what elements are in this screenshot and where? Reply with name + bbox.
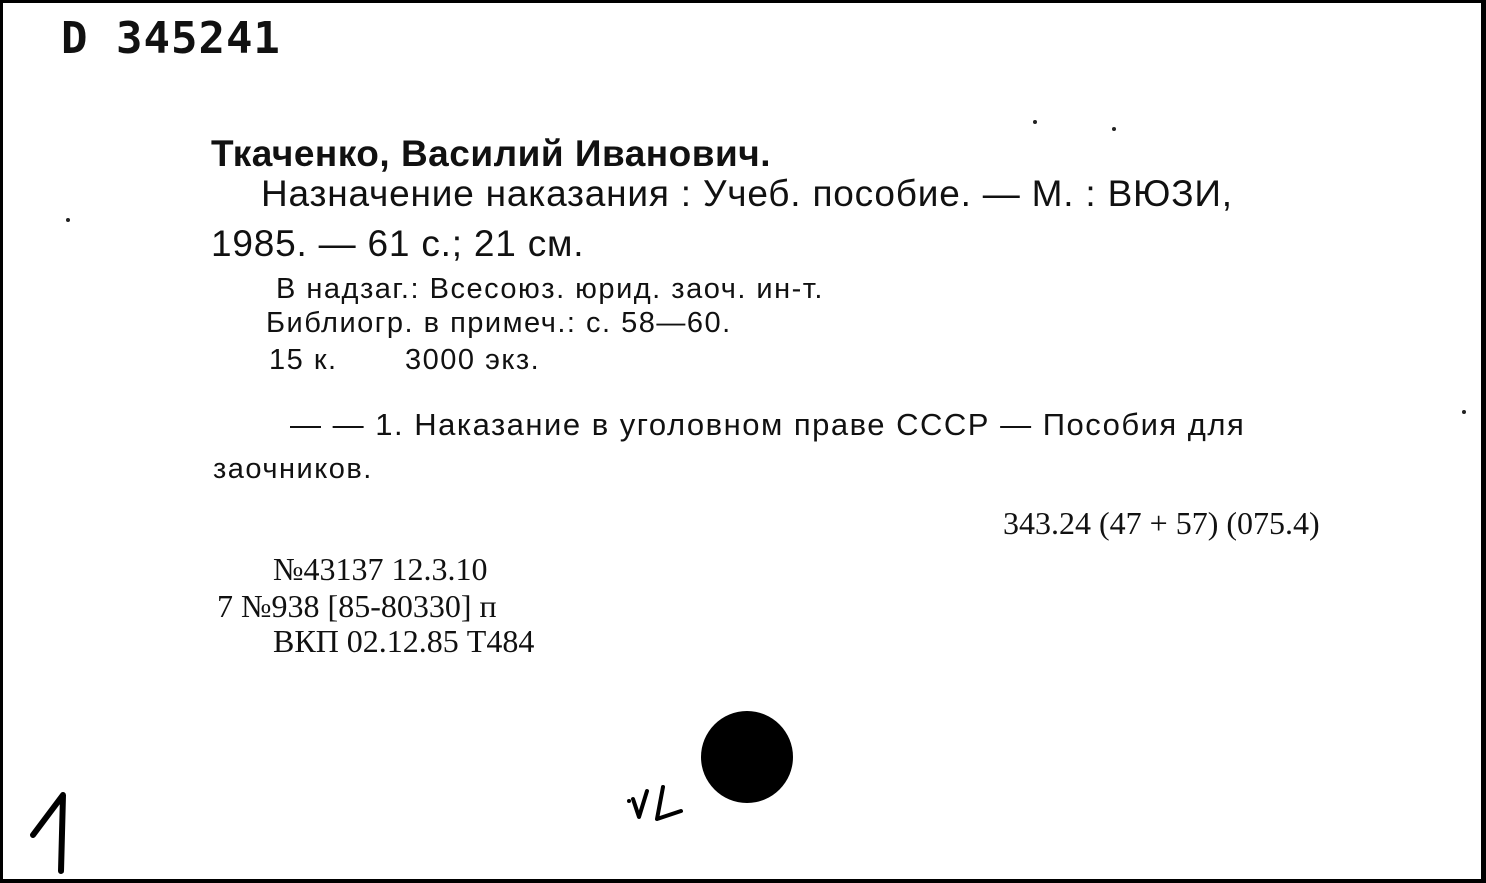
classification-index: 343.24 (47 + 57) (075.4) — [1003, 505, 1320, 541]
price: 15 к. — [269, 344, 338, 376]
speck — [66, 218, 70, 222]
imprint-line-3: ВКП 02.12.85 Т484 — [273, 623, 535, 659]
note-line-2: Библиогр. в примеч.: с. 58—60. — [266, 307, 732, 339]
punch-hole — [701, 711, 793, 803]
speck — [1462, 410, 1466, 414]
card-number-stamp: D 345241 — [61, 13, 281, 64]
handwritten-initials — [623, 781, 693, 831]
title-line-2: 1985. — 61 с.; 21 см. — [211, 223, 585, 264]
print-run: 3000 экз. — [405, 344, 541, 376]
author-heading: Ткаченко, Василий Иванович. — [211, 133, 771, 174]
handwritten-mark-one — [23, 783, 83, 878]
speck — [1112, 127, 1116, 131]
subject-heading-line-1: — — 1. Наказание в уголовном праве СССР — Пособия для — [290, 407, 1246, 442]
title-line-1: Назначение наказания : Учеб. пособие. — М. : ВЮЗИ, — [261, 173, 1233, 214]
speck — [1033, 120, 1037, 124]
note-line-1: В надзаг.: Всесоюз. юрид. заоч. ин-т. — [276, 273, 824, 305]
imprint-line-2: 7 №938 [85-80330] п — [217, 588, 497, 624]
imprint-line-1: №43137 12.3.10 — [273, 551, 488, 587]
subject-heading-line-2: заочников. — [213, 453, 373, 485]
